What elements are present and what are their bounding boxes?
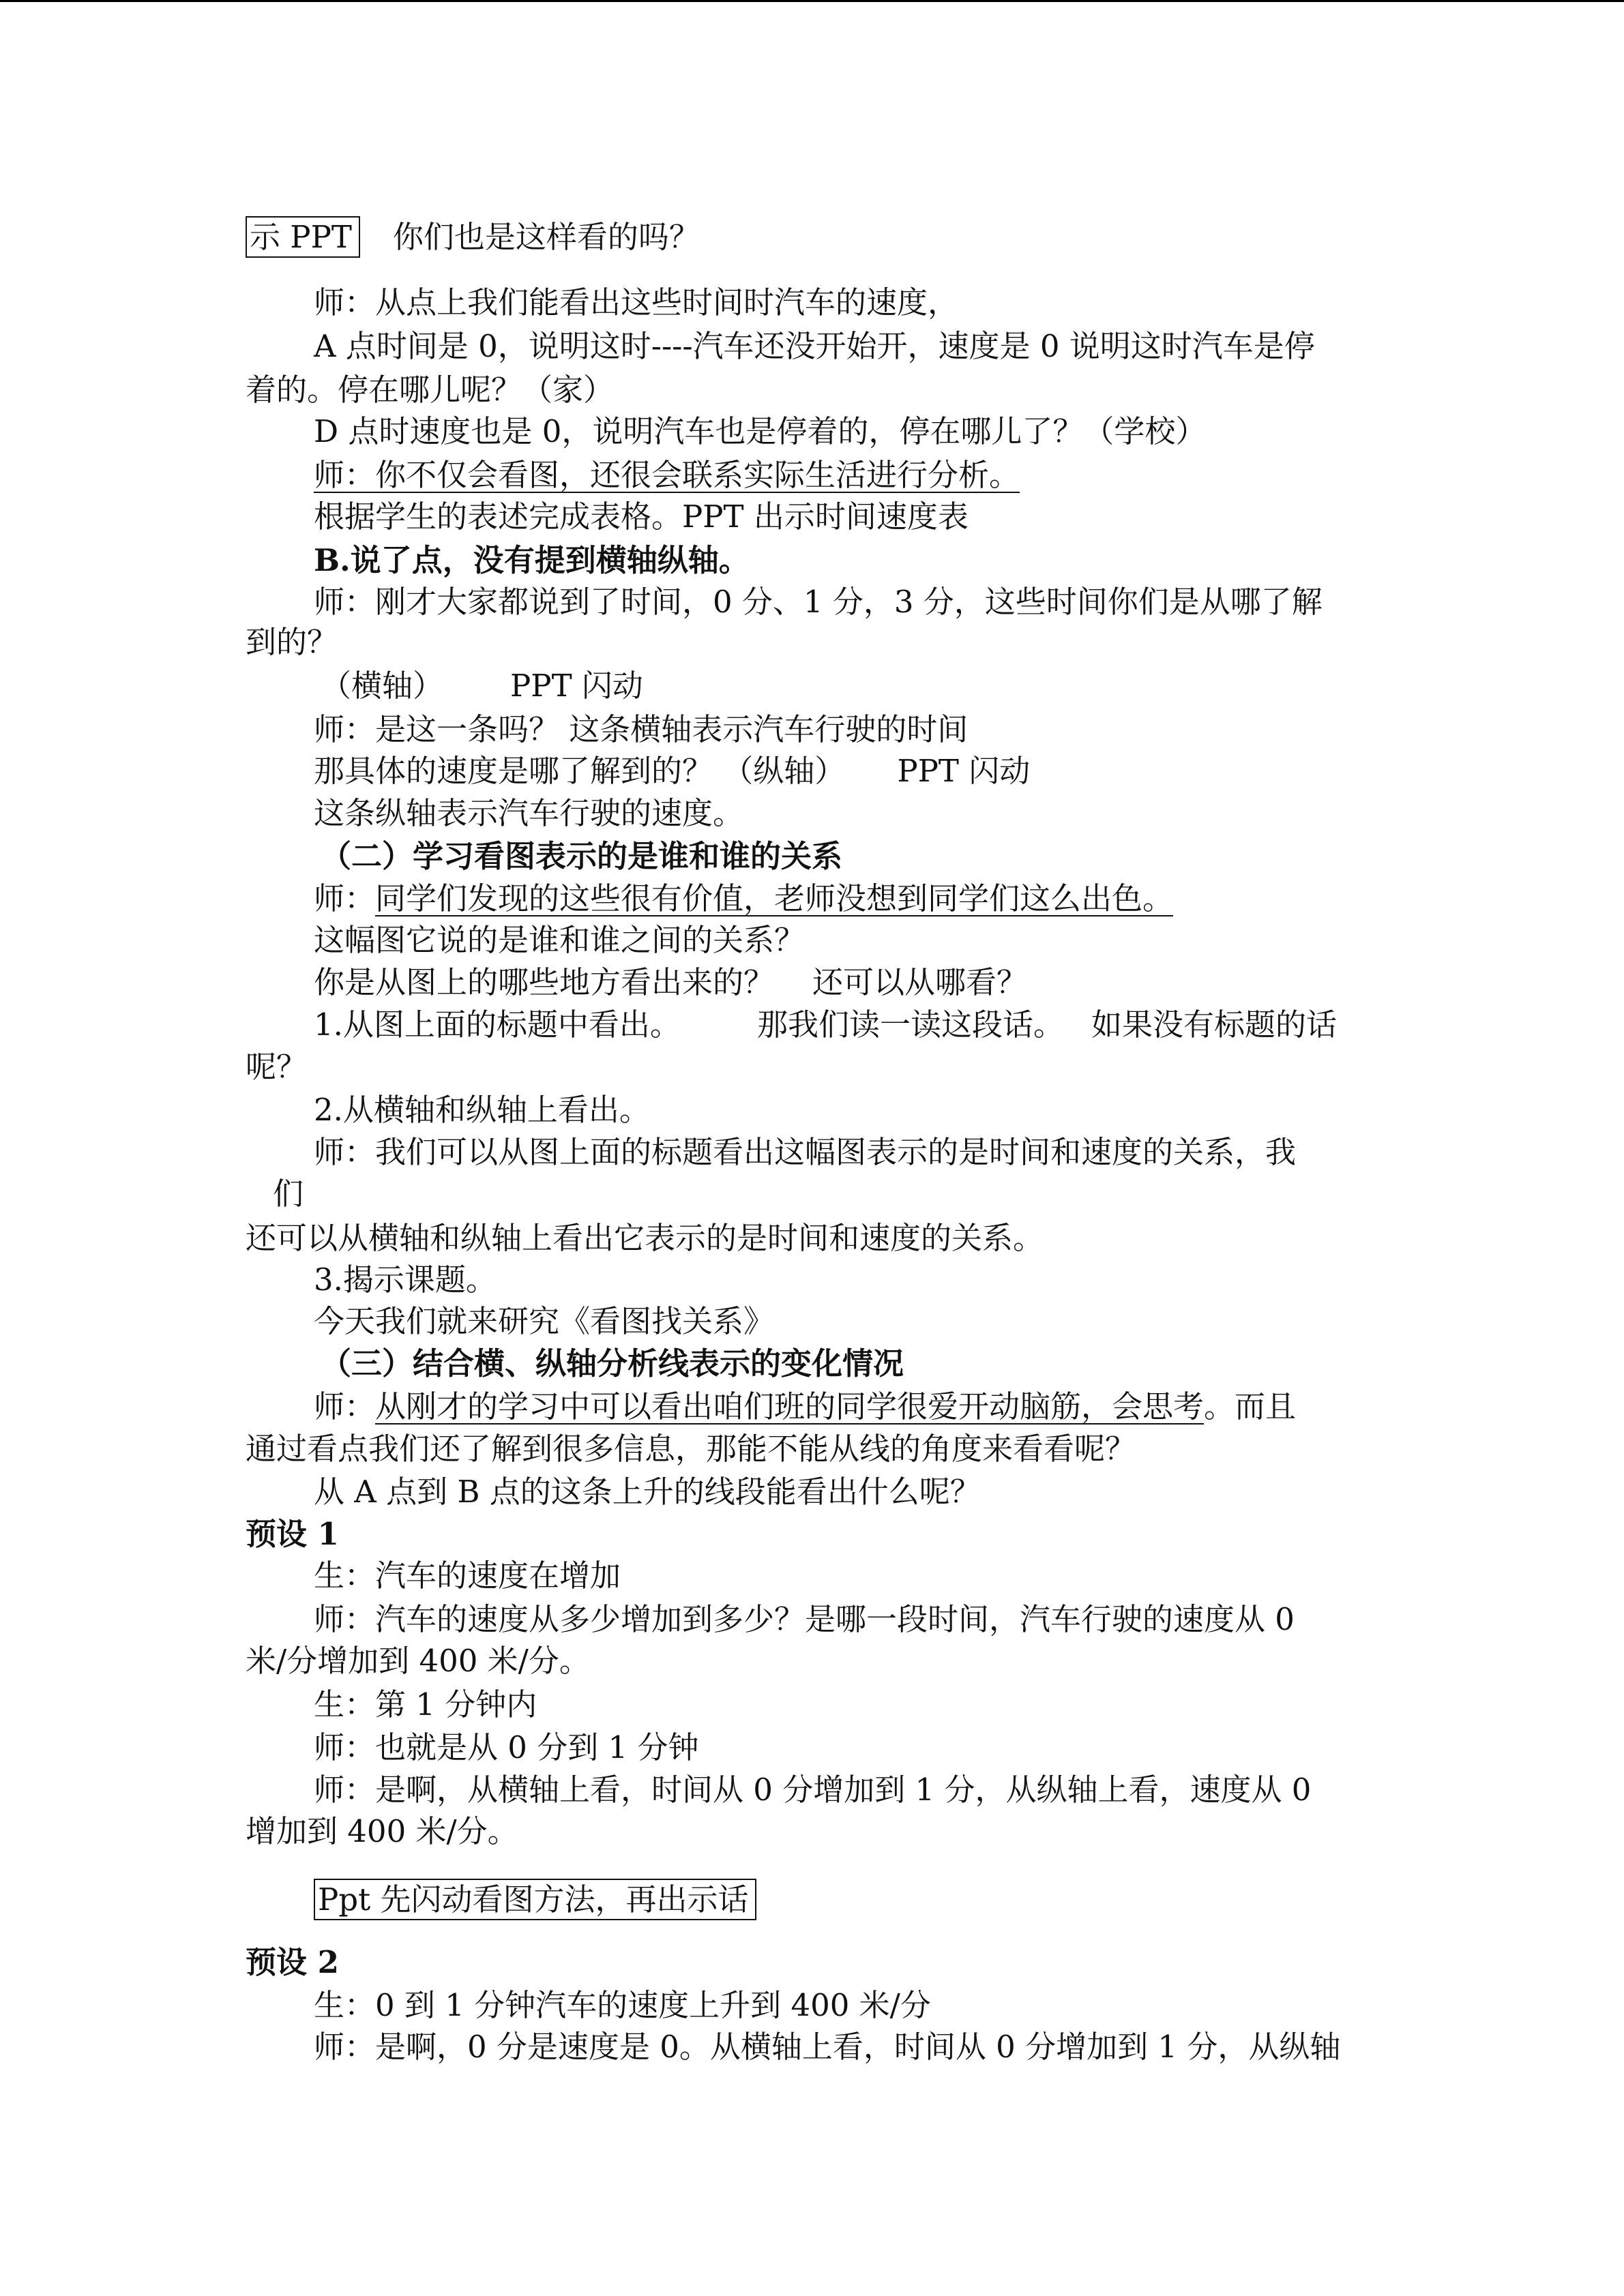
text-line: 你们也是这样看的吗？ [392, 219, 700, 255]
text-line: 们 [273, 1176, 304, 1212]
text-segment: 师： [314, 1388, 376, 1425]
text-line: 师：是啊，从横轴上看，时间从 0 分增加到 1 分，从纵轴上看，速度从 0 [314, 1772, 1312, 1808]
ppt-note-box: 示 PPT [246, 216, 360, 258]
text-line: 着的。停在哪儿呢？（家） [246, 372, 615, 408]
section-heading: （二）学习看图表示的是谁和谁的关系 [321, 838, 843, 874]
text-line: 呢？ [246, 1049, 308, 1085]
text-line: 师：从点上我们能看出这些时间时汽车的速度， [314, 284, 959, 320]
text-line: 通过看点我们还了解到很多信息，那能不能从线的角度来看看呢？ [246, 1431, 1136, 1467]
underlined-text: 同学们发现的这些很有价值，老师没想到同学们这么出色。 [375, 880, 1174, 916]
text-line [314, 962, 1027, 1003]
page-top-border [0, 0, 1624, 2]
text-segment: 那具体的速度是哪了解到的？ （纵轴） [314, 753, 846, 789]
text-line [314, 1386, 1296, 1427]
text-line: 生：第 1 分钟内 [314, 1686, 537, 1723]
ppt-note-line [246, 217, 700, 258]
ppt-note-line [314, 1879, 756, 1920]
text-segment: 你是从图上的哪些地方看出来的？ [314, 964, 775, 1000]
text-line: D 点时速度也是 0，说明汽车也是停着的，停在哪儿了？（学校） [314, 413, 1207, 449]
text-line: 师：汽车的速度从多少增加到多少？是哪一段时间，汽车行驶的速度从 0 [314, 1601, 1295, 1637]
text-segment: （横轴） [321, 668, 444, 704]
underlined-line: 师：你不仅会看图，还很会联系实际生活进行分析。 [314, 457, 1020, 493]
text-line: 2.从横轴和纵轴上看出。 [314, 1092, 650, 1128]
text-line: 增加到 400 米/分。 [246, 1813, 518, 1849]
text-segment: 1.从图上面的标题中看出。 [314, 1007, 681, 1043]
section-heading: B.说了点，没有提到横轴纵轴。 [314, 542, 750, 578]
text-line: 从 A 点到 B 点的这条上升的线段能看出什么呢？ [314, 1474, 981, 1510]
preset-heading: 预设 1 [246, 1516, 339, 1552]
text-line: 3.揭示课题。 [314, 1262, 497, 1298]
underlined-text: 从刚才的学习中可以看出咱们班的同学很爱开动脑筋，会思考 [375, 1388, 1205, 1425]
text-line: 师：我们可以从图上面的标题看出这幅图表示的是时间和速度的关系，我 [314, 1134, 1297, 1170]
text-line [314, 1004, 1337, 1045]
text-line: 今天我们就来研究《看图找关系》 [314, 1303, 775, 1339]
text-line [314, 751, 1030, 792]
text-segment: PPT 闪动 [510, 668, 643, 704]
text-segment: 如果没有标题的话 [1091, 1007, 1337, 1043]
text-segment: 师： [314, 880, 376, 916]
text-line: 师：也就是从 0 分到 1 分钟 [314, 1729, 699, 1765]
section-heading: （三）结合横、纵轴分析线表示的变化情况 [321, 1345, 904, 1382]
text-segment: 还可以从哪看？ [812, 964, 1028, 1000]
text-line [314, 878, 1173, 919]
text-line: 师：是这一条吗？ 这条横轴表示汽车行驶的时间 [314, 711, 969, 747]
text-segment: 那我们读一读这段话。 [756, 1007, 1064, 1043]
text-line: 这幅图它说的是谁和谁之间的关系？ [314, 922, 806, 958]
preset-heading: 预设 2 [246, 1944, 339, 1980]
text-line: 师：刚才大家都说到了时间，0 分、1 分，3 分，这些时间你们是从哪了解 [314, 584, 1323, 620]
text-line: 生：汽车的速度在增加 [314, 1557, 621, 1594]
ppt-note-box: Ppt 先闪动看图方法，再出示话 [314, 1879, 756, 1920]
text-segment: PPT 闪动 [897, 753, 1031, 789]
text-line: 根据学生的表述完成表格。PPT 出示时间速度表 [314, 498, 969, 535]
text-line: 还可以从横轴和纵轴上看出它表示的是时间和速度的关系。 [246, 1220, 1044, 1256]
text-segment: 。而且 [1204, 1388, 1297, 1425]
text-line: A 点时间是 0，说明这时----汽车还没开始开，速度是 0 说明这时汽车是停 [314, 328, 1315, 364]
text-line [321, 666, 643, 706]
text-line: 这条纵轴表示汽车行驶的速度。 [314, 795, 744, 831]
text-line: 生：0 到 1 分钟汽车的速度上升到 400 米/分 [314, 1987, 931, 2023]
text-line: 到的？ [246, 624, 338, 660]
text-line: 师：是啊，0 分是速度是 0。从横轴上看，时间从 0 分增加到 1 分，从纵轴 [314, 2029, 1341, 2065]
text-line: 米/分增加到 400 米/分。 [246, 1643, 590, 1679]
